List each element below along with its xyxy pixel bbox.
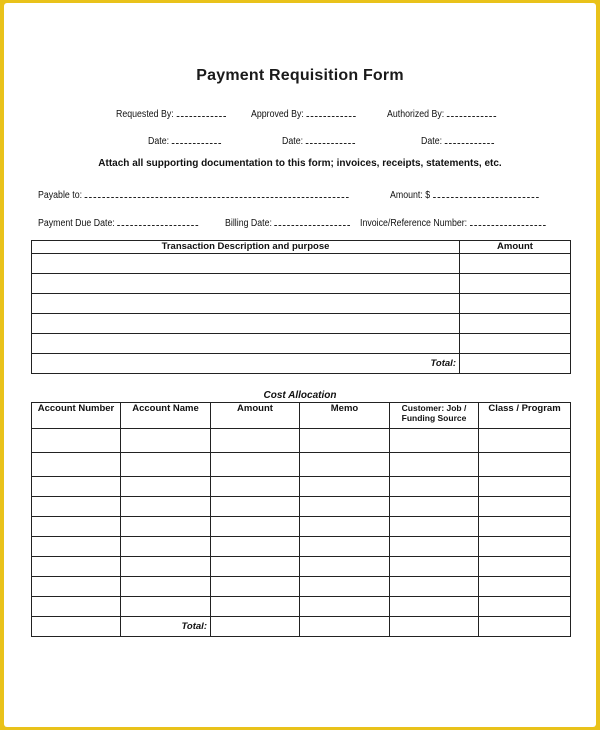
cost-total-class-cell[interactable] xyxy=(479,617,571,637)
description-cell[interactable] xyxy=(32,274,460,294)
customer-job-cell[interactable] xyxy=(390,429,479,453)
memo-cell[interactable] xyxy=(300,477,390,497)
memo-cell[interactable] xyxy=(300,497,390,517)
account-number-cell[interactable] xyxy=(32,537,121,557)
amount-field[interactable] xyxy=(390,187,538,201)
cost-allocation-table xyxy=(31,402,571,637)
table-row xyxy=(32,557,571,577)
payable-to-label: Payable to: xyxy=(38,190,83,201)
account-number-cell[interactable] xyxy=(32,477,121,497)
transaction-table xyxy=(31,240,571,374)
memo-cell[interactable] xyxy=(300,453,390,477)
account-number-cell[interactable] xyxy=(32,597,121,617)
cost-header-account-name: Account Name xyxy=(121,403,211,429)
description-cell[interactable] xyxy=(32,294,460,314)
account-number-cell[interactable] xyxy=(32,453,121,477)
account-name-cell[interactable] xyxy=(121,497,211,517)
table-row xyxy=(32,617,571,637)
account-number-cell[interactable] xyxy=(32,497,121,517)
memo-cell[interactable] xyxy=(300,557,390,577)
cost-allocation-title: Cost Allocation xyxy=(263,390,337,401)
amount-cell[interactable] xyxy=(211,497,300,517)
table-row xyxy=(32,429,571,453)
amount-cell[interactable] xyxy=(460,254,571,274)
transaction-header-amount: Amount xyxy=(460,241,571,254)
class-program-cell[interactable] xyxy=(479,577,571,597)
billing-date-field[interactable] xyxy=(225,215,350,229)
transaction-total-label: Total: xyxy=(32,354,460,374)
cost-header-amount: Amount xyxy=(211,403,300,429)
account-number-cell[interactable] xyxy=(32,429,121,453)
attach-note: Attach all supporting documentation to this form; invoices, receipts, statements, etc. xyxy=(98,158,502,169)
description-cell[interactable] xyxy=(32,254,460,274)
payment-due-date-field[interactable] xyxy=(38,215,198,229)
account-name-cell[interactable] xyxy=(121,557,211,577)
amount-cell[interactable] xyxy=(460,294,571,314)
class-program-cell[interactable] xyxy=(479,497,571,517)
amount-cell[interactable] xyxy=(211,517,300,537)
class-program-cell[interactable] xyxy=(479,453,571,477)
cost-total-label: Total: xyxy=(121,617,211,637)
amount-cell[interactable] xyxy=(460,274,571,294)
class-program-cell[interactable] xyxy=(479,557,571,577)
customer-job-cell[interactable] xyxy=(390,537,479,557)
table-row xyxy=(32,354,571,374)
account-number-cell[interactable] xyxy=(32,577,121,597)
date-label: Date: xyxy=(282,136,304,147)
table-row xyxy=(32,537,571,557)
authorized-date-field[interactable] xyxy=(421,133,494,147)
date-label: Date: xyxy=(148,136,170,147)
memo-cell[interactable] xyxy=(300,429,390,453)
account-name-cell[interactable] xyxy=(121,429,211,453)
form-title: Payment Requisition Form xyxy=(196,67,404,84)
transaction-total-cell[interactable] xyxy=(460,354,571,374)
requested-date-field[interactable] xyxy=(148,133,221,147)
authorized-by-label: Authorized By: xyxy=(387,109,445,120)
class-program-cell[interactable] xyxy=(479,537,571,557)
table-row xyxy=(32,334,571,354)
cost-header-account-number: Account Number xyxy=(32,403,121,429)
requested-by-field[interactable] xyxy=(116,106,226,120)
memo-cell[interactable] xyxy=(300,577,390,597)
amount-cell[interactable] xyxy=(211,577,300,597)
transaction-header-description: Transaction Description and purpose xyxy=(32,241,460,254)
cost-header-class-program: Class / Program xyxy=(479,403,571,429)
amount-cell[interactable] xyxy=(211,597,300,617)
date-label: Date: xyxy=(421,136,443,147)
account-name-cell[interactable] xyxy=(121,577,211,597)
class-program-cell[interactable] xyxy=(479,429,571,453)
approved-by-label: Approved By: xyxy=(251,109,304,120)
requested-by-label: Requested By: xyxy=(116,109,174,120)
class-program-cell[interactable] xyxy=(479,517,571,537)
cost-header-memo: Memo xyxy=(300,403,390,429)
table-row xyxy=(32,517,571,537)
customer-job-cell[interactable] xyxy=(390,557,479,577)
memo-cell[interactable] xyxy=(300,597,390,617)
class-program-cell[interactable] xyxy=(479,597,571,617)
table-row xyxy=(32,497,571,517)
payment-due-date-label: Payment Due Date: xyxy=(38,218,115,229)
customer-job-cell[interactable] xyxy=(390,597,479,617)
payable-to-field[interactable] xyxy=(38,187,349,201)
cost-total-amount-cell[interactable] xyxy=(211,617,300,637)
cost-total-memo-cell[interactable] xyxy=(300,617,390,637)
customer-job-cell[interactable] xyxy=(390,477,479,497)
table-row xyxy=(32,254,571,274)
table-row xyxy=(32,597,571,617)
account-number-cell[interactable] xyxy=(32,557,121,577)
customer-job-cell[interactable] xyxy=(390,497,479,517)
table-row xyxy=(32,314,571,334)
approved-date-field[interactable] xyxy=(282,133,355,147)
account-name-cell[interactable] xyxy=(121,453,211,477)
account-name-cell[interactable] xyxy=(121,597,211,617)
customer-job-cell[interactable] xyxy=(390,453,479,477)
approved-by-field[interactable] xyxy=(251,106,356,120)
account-number-cell[interactable] xyxy=(32,517,121,537)
class-program-cell[interactable] xyxy=(479,477,571,497)
table-row xyxy=(32,577,571,597)
account-name-cell[interactable] xyxy=(121,517,211,537)
amount-cell[interactable] xyxy=(211,557,300,577)
amount-label: Amount: $ xyxy=(390,190,431,201)
memo-cell[interactable] xyxy=(300,517,390,537)
description-cell[interactable] xyxy=(32,334,460,354)
table-row xyxy=(32,453,571,477)
invoice-number-field[interactable] xyxy=(360,215,545,229)
cost-total-blank-cell xyxy=(32,617,121,637)
invoice-number-label: Invoice/Reference Number: xyxy=(360,218,468,229)
authorized-by-field[interactable] xyxy=(387,106,496,120)
amount-cell[interactable] xyxy=(211,453,300,477)
amount-cell[interactable] xyxy=(460,334,571,354)
billing-date-label: Billing Date: xyxy=(225,218,272,229)
memo-cell[interactable] xyxy=(300,537,390,557)
customer-job-cell[interactable] xyxy=(390,517,479,537)
account-name-cell[interactable] xyxy=(121,477,211,497)
amount-cell[interactable] xyxy=(211,537,300,557)
table-row xyxy=(32,477,571,497)
table-row xyxy=(32,274,571,294)
account-name-cell[interactable] xyxy=(121,537,211,557)
amount-cell[interactable] xyxy=(460,314,571,334)
amount-cell[interactable] xyxy=(211,429,300,453)
customer-job-cell[interactable] xyxy=(390,577,479,597)
amount-cell[interactable] xyxy=(211,477,300,497)
table-row xyxy=(32,294,571,314)
description-cell[interactable] xyxy=(32,314,460,334)
cost-total-customer-cell[interactable] xyxy=(390,617,479,637)
cost-header-customer-job: Customer: Job / Funding Source xyxy=(390,403,479,429)
